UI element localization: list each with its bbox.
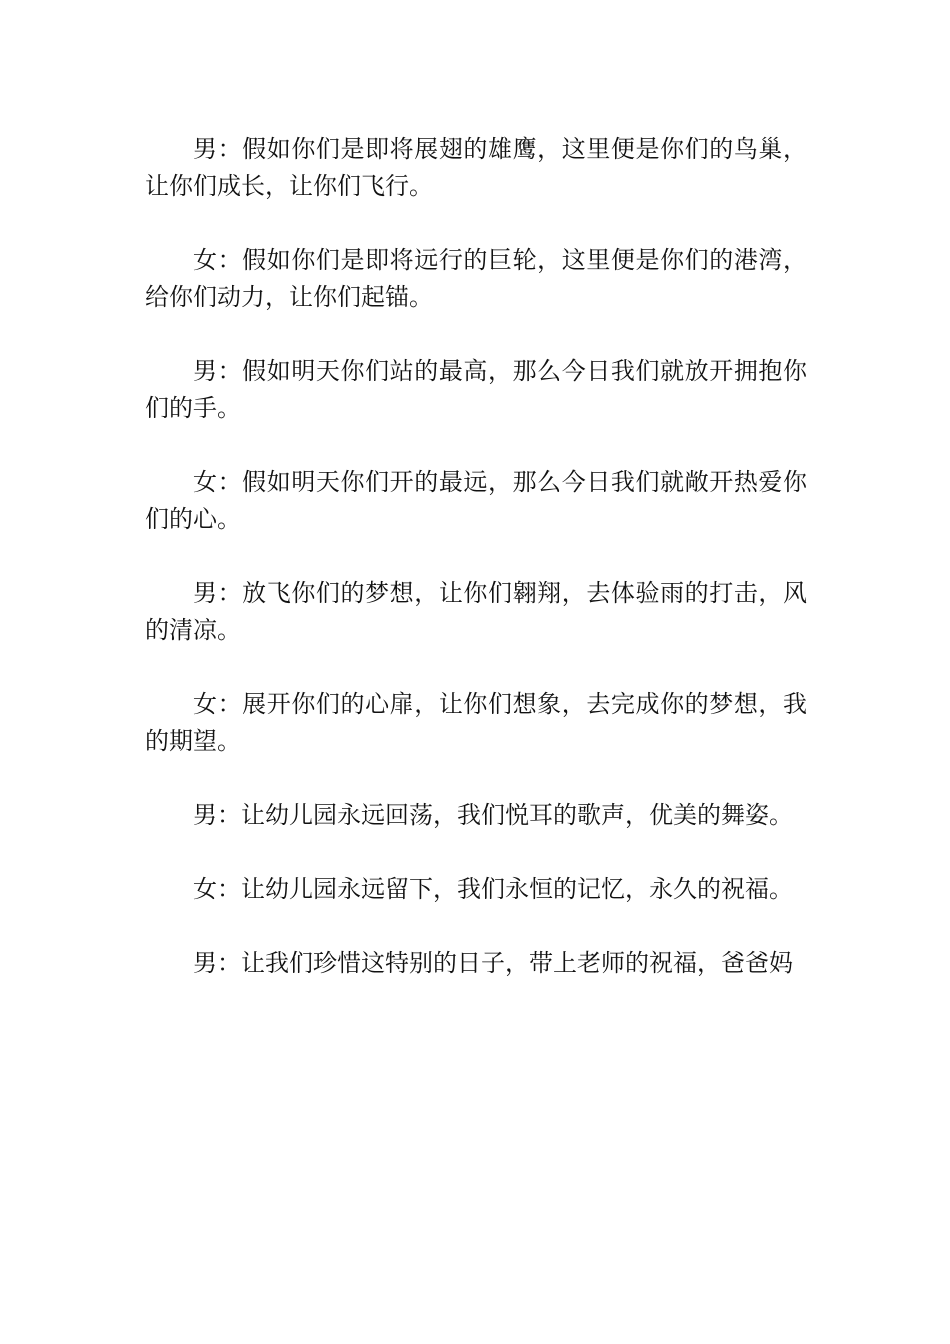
paragraph-7: 男：让幼儿园永远回荡，我们悦耳的歌声，优美的舞姿。	[193, 801, 793, 829]
paragraph-6: 女：展开你们的心扉，让你们想象，去完成你的梦想，我的期望。	[145, 690, 807, 755]
paragraph-4: 女：假如明天你们开的最远，那么今日我们就敞开热爱你们的心。	[145, 468, 807, 533]
paragraph-3: 男：假如明天你们站的最高，那么今日我们就放开拥抱你们的手。	[145, 357, 807, 422]
paragraph-9: 男：让我们珍惜这特别的日子，带上老师的祝福，爸爸妈	[193, 949, 793, 977]
document-body	[145, 131, 807, 982]
paragraph-1: 男：假如你们是即将展翅的雄鹰，这里便是你们的鸟巢，让你们成长，让你们飞行。	[145, 135, 807, 200]
paragraph-8: 女：让幼儿园永远留下，我们永恒的记忆，永久的祝福。	[193, 875, 793, 903]
paragraph-2: 女：假如你们是即将远行的巨轮，这里便是你们的港湾，给你们动力，让你们起锚。	[145, 246, 807, 311]
paragraph-5: 男：放飞你们的梦想，让你们翱翔，去体验雨的打击，风的清凉。	[145, 579, 807, 644]
